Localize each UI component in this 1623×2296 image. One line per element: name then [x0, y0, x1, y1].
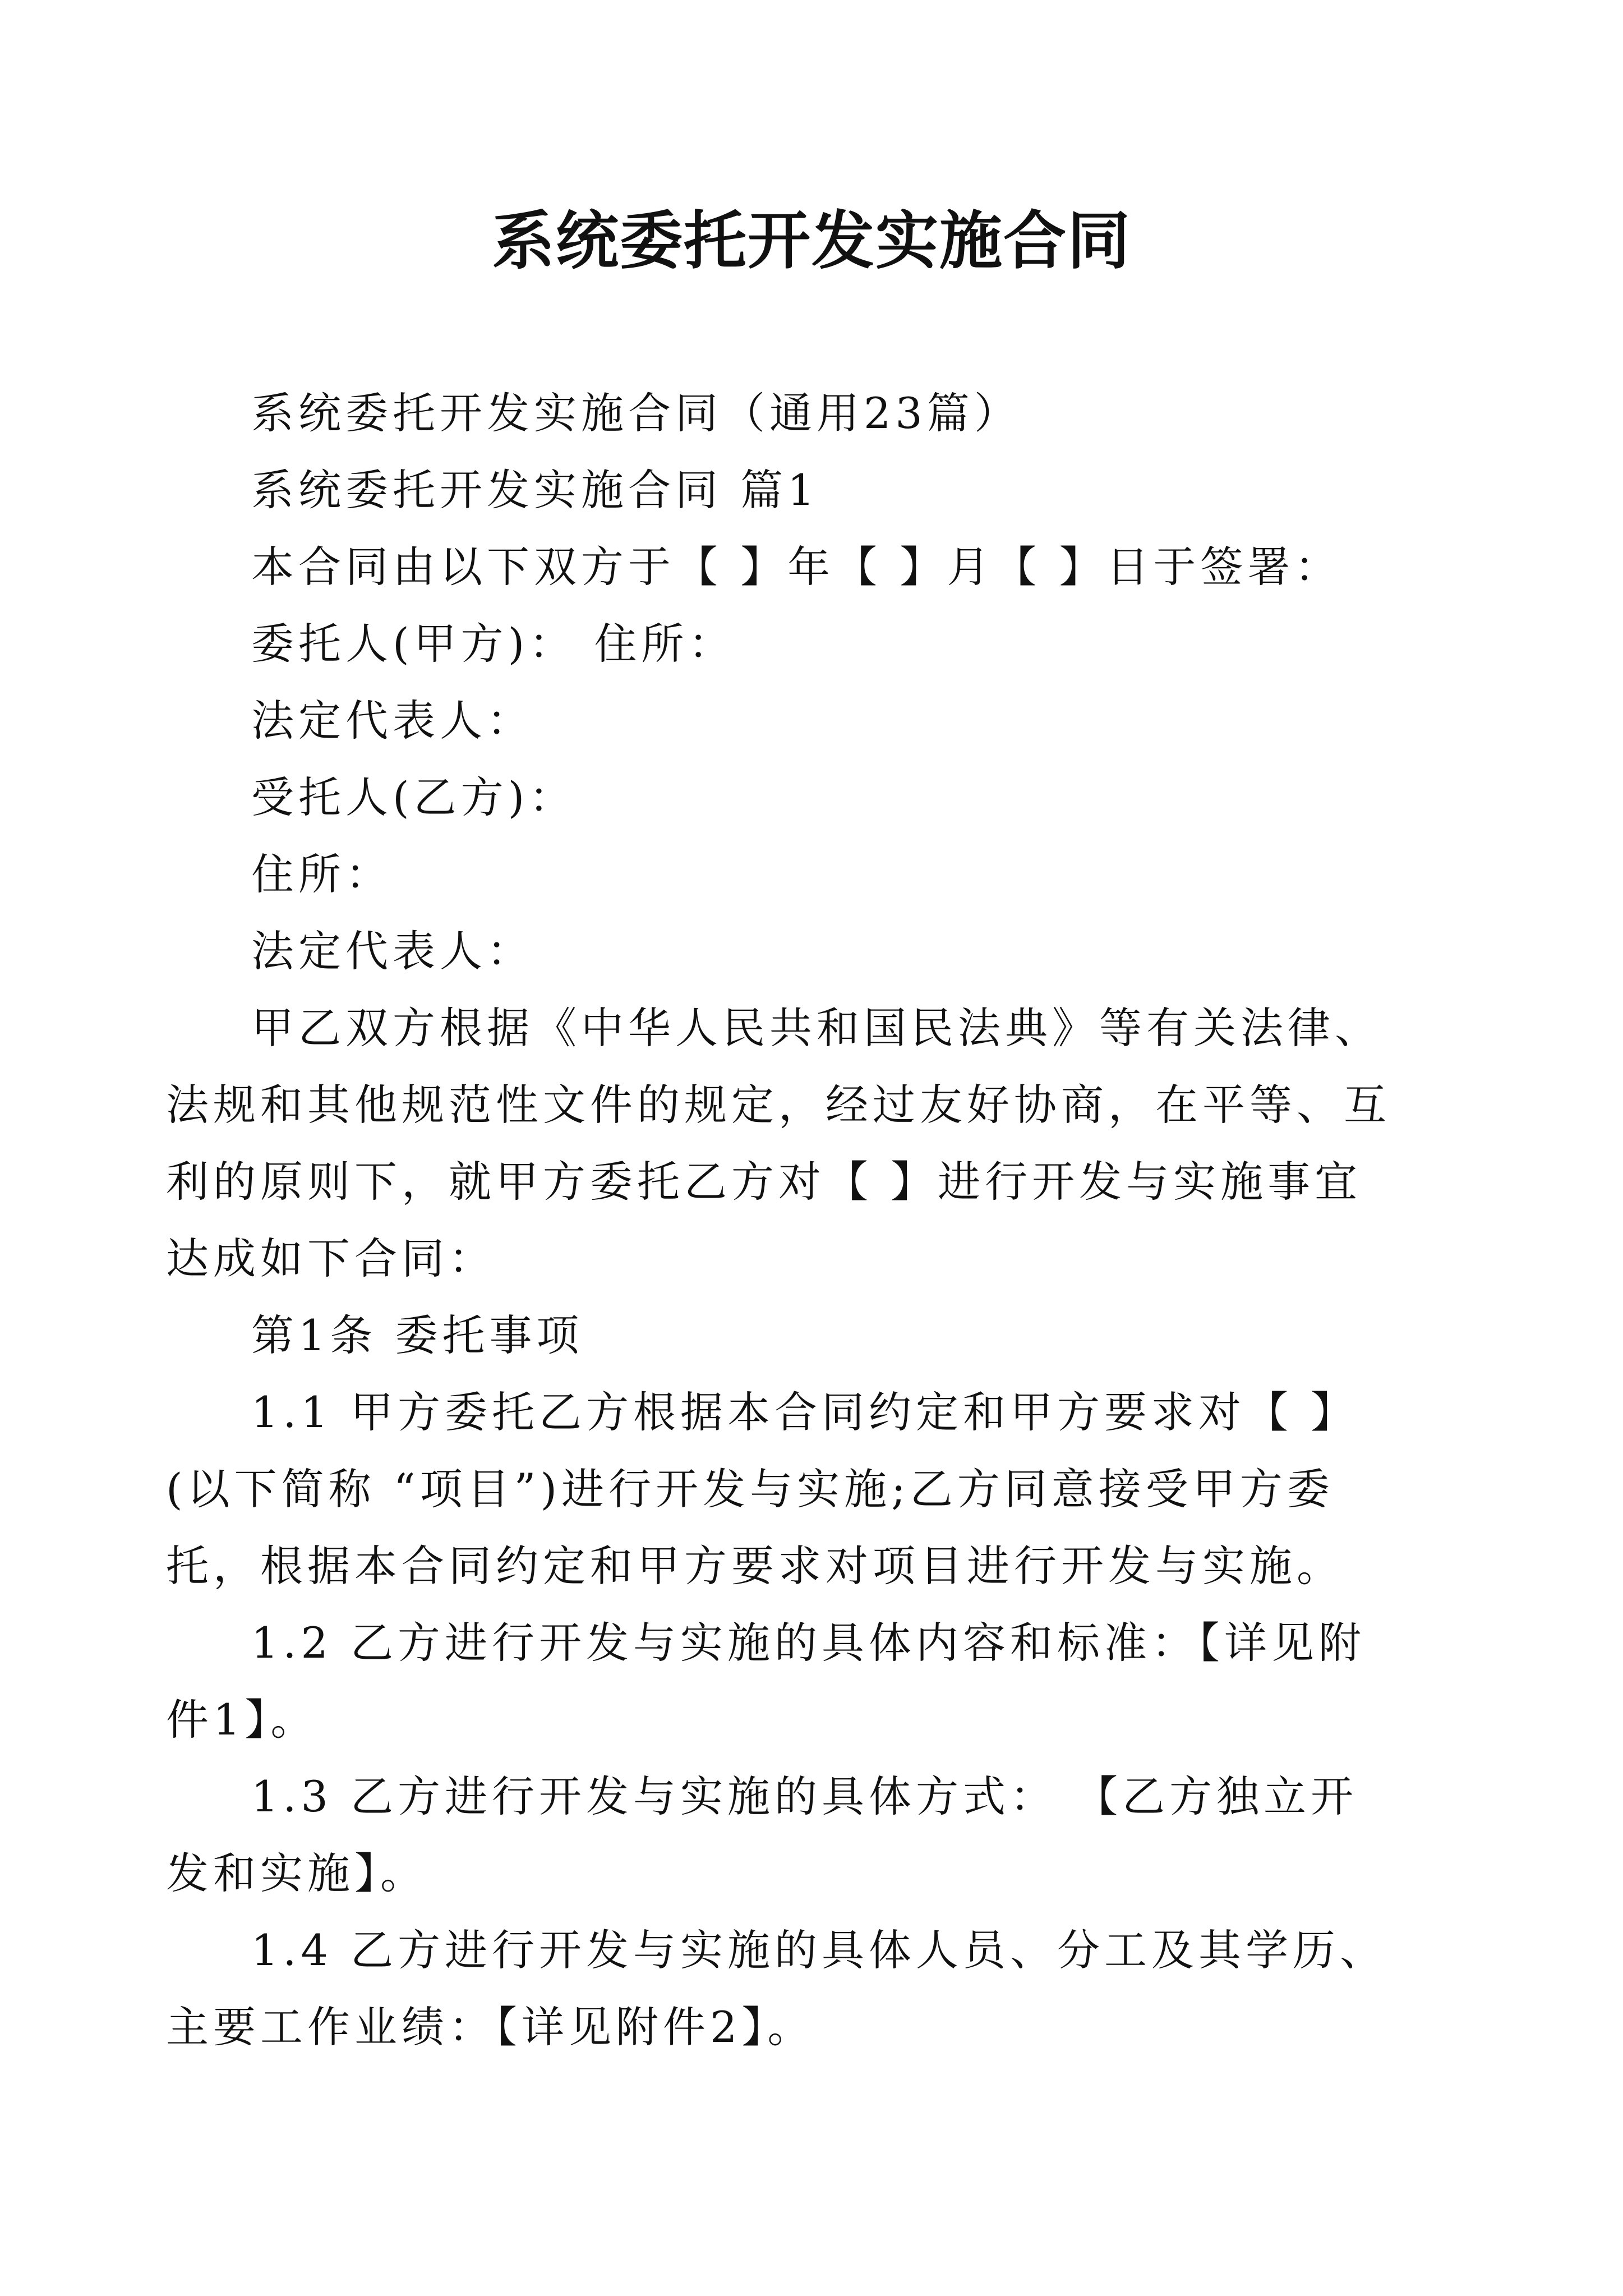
- article-heading: [166, 1297, 1401, 1374]
- text-line: 委托人(甲方)： 住所：: [251, 619, 736, 669]
- text-line: 系统委托开发实施合同 篇1: [251, 465, 819, 515]
- clause-1-1: [166, 1374, 1401, 1604]
- party-a-representative: [251, 682, 1401, 759]
- document-title: 系统委托开发实施合同: [492, 204, 1131, 278]
- text-line: 甲乙双方根据《中华人民共和国民法典》等有关法律、: [251, 1003, 1382, 1053]
- text-line: 系统委托开发实施合同（通用23篇）: [251, 388, 1021, 438]
- text-line: 住所：: [251, 849, 393, 899]
- text-line: 1.1 甲方委托乙方根据本合同约定和甲方要求对【 】: [251, 1387, 1358, 1437]
- text-line: 发和实施】。: [166, 1848, 427, 1898]
- party-b-representative: [251, 913, 1401, 990]
- party-b-address: [251, 836, 1401, 913]
- document-body: [166, 375, 1401, 2065]
- party-a-line: [251, 605, 1401, 682]
- clause-1-3: [166, 1758, 1401, 1912]
- text-line: 法定代表人：: [251, 696, 534, 746]
- clause-1-2: [166, 1604, 1401, 1758]
- text-line: 件1】。: [166, 1695, 318, 1745]
- text-line: 利的原则下，就甲方委托乙方对【 】进行开发与实施事宜: [166, 1157, 1362, 1207]
- text-line: 本合同由以下双方于【 】年【 】月【 】日于签署：: [251, 542, 1342, 592]
- subtitle: [251, 375, 1401, 452]
- text-line: 法规和其他规范性文件的规定，经过友好协商，在平等、互: [166, 1080, 1391, 1130]
- text-line: 第1条 委托事项: [251, 1310, 584, 1360]
- text-line: 主要工作业绩：【详见附件2】。: [166, 2002, 815, 2052]
- preamble-paragraph: [166, 990, 1401, 1297]
- signing-date-line: [251, 528, 1401, 605]
- text-line: 达成如下合同：: [166, 1234, 496, 1283]
- party-b-line: [251, 759, 1401, 836]
- body-paragraphs: [166, 990, 1401, 2065]
- text-line: (以下简称 “项目”)进行开发与实施;乙方同意接受甲方委: [166, 1464, 1334, 1514]
- text-line: 托，根据本合同约定和甲方要求对项目进行开发与实施。: [166, 1541, 1344, 1591]
- text-line: 1.2 乙方进行开发与实施的具体内容和标准：【详见附: [251, 1618, 1366, 1668]
- text-line: 1.4 乙方进行开发与实施的具体人员、分工及其学历、: [251, 1925, 1387, 1975]
- text-line: 法定代表人：: [251, 926, 534, 976]
- text-line: 受托人(乙方)：: [251, 772, 577, 822]
- clause-1-4: [166, 1912, 1401, 2065]
- section-heading: [251, 452, 1401, 528]
- text-line: 1.3 乙方进行开发与实施的具体方式： 【乙方独立开: [251, 1772, 1358, 1821]
